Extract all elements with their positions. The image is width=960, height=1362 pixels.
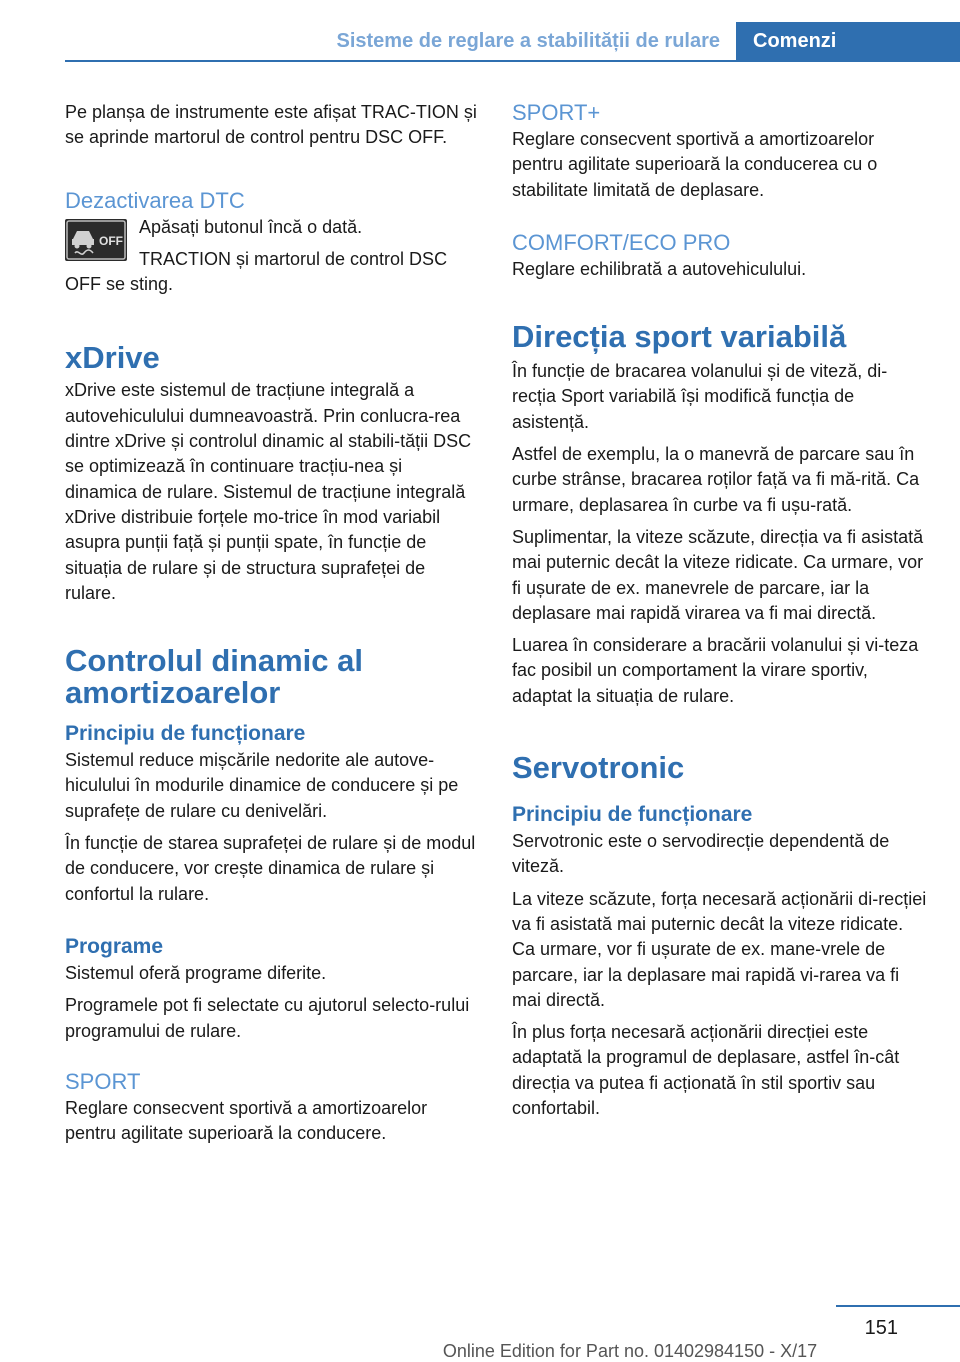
page-number: 151	[864, 1317, 898, 1339]
paragraph-servo-1: Servotronic este o servodirecție dependentă de viteză.	[512, 831, 890, 877]
paragraph-dtc-press: Apăsați butonul încă o dată.	[139, 216, 363, 237]
paragraph-servo-3: În plus forța necesară acționării direcției este adaptată la programul de deplasare, astfel în‐cât direcția va putea fi acționată în stil sportiv sau confortabil.	[512, 1022, 900, 1119]
paragraph-principle-1: Sistemul reduce mișcările nedorite ale autove‐hiculului în modurile dinamice de conducere și pe suprafețe de rulare cu denivelări.	[65, 750, 459, 821]
heading-sport: SPORT	[65, 1068, 141, 1094]
heading-operating-principle: Principiu de funcționare	[65, 722, 306, 746]
dsc-off-button-icon	[65, 219, 127, 261]
heading-variable-sport-steering: Direcția sport variabilă	[512, 319, 847, 355]
paragraph-steering-4: Luarea în considerare a bracării volanului și vi‐teza fac posibil un comportament la virare sportiv, adaptat la situația de rulare.	[512, 635, 919, 706]
paragraph-programs-2: Programele pot fi selectate cu ajutorul selecto‐rului programului de rulare.	[65, 995, 470, 1041]
paragraph-intro: Pe planșa de instrumente este afișat TRAC‐TION și se aprinde martorul de control pentru DSC OFF.	[65, 102, 477, 148]
paragraph-comfort: Reglare echilibrată a autovehiculului.	[512, 258, 807, 279]
paragraph-sport-plus: Reglare consecvent sportivă a amortizoarelor pentru agilitate superioară la conducerea cu o stabilitate limitată de deplasare.	[512, 129, 878, 200]
paragraph-xdrive: xDrive este sistemul de tracțiune integrală a autovehiculului dumneavoastră. Prin conlucra‐rea dintre xDrive și controlul dinamic al stabili‐tății DSC se optimizează în continuare tracțiu‐nea și dinamica de rulare. Sistemul de tracțiune integrală xDrive distribuie forțele mo‐trice în mod variabil asupra punții față și punții spate, în funcție de situația de rulare și de structura suprafeței de rulare.	[65, 380, 472, 603]
heading-sport-plus: SPORT+	[512, 100, 601, 125]
paragraph-programs-1: Sistemul oferă programe diferite.	[65, 962, 327, 983]
heading-dtc-off: Dezactivarea DTC	[65, 187, 245, 213]
page-number-rule	[836, 1305, 960, 1307]
heading-dynamic-damper-control: Controlul dinamic al amortizoarelor	[65, 643, 363, 711]
right-column	[512, 100, 928, 1128]
heading-programs: Programe	[65, 934, 164, 958]
heading-servotronic-principle: Principiu de funcționare	[512, 803, 753, 827]
header-chapter-tab: Comenzi	[736, 22, 960, 62]
header-section-title: Sisteme de reglare a stabilității de rulare	[336, 30, 720, 52]
left-column	[65, 100, 477, 1153]
footer-edition-text: Online Edition for Part no. 01402984150 - X/17	[442, 1341, 818, 1361]
paragraph-steering-1: În funcție de bracarea volanului și de viteză, di‐recția Sport variabilă își modifică funcția de asistență.	[512, 361, 888, 432]
dtc-off-block	[65, 215, 477, 298]
paragraph-steering-2: Astfel de exemplu, la o manevră de parcare sau în curbe strânse, bracarea roților față va fi mă‐rită. Ca urmare, deplasarea în curbe va fi ușu‐rată.	[512, 444, 920, 515]
paragraph-principle-2: În funcție de starea suprafeței de rulare și de modul de conducere, vor crește dinamica de rulare și confortul la rulare.	[65, 833, 476, 904]
paragraph-servo-2: La viteze scăzute, forța necesară acționării di‐recției va fi asistată mai puternic decât la viteze ridicate. Ca urmare, vor fi ușurate de ex. mane‐vrele de parcare, iar la deplasare mai rapidă vi‐rarea va fi mai directă.	[512, 888, 927, 1010]
heading-comfort-eco-pro: COMFORT/ECO PRO	[512, 229, 731, 255]
dsc-off-icon-label: OFF	[99, 233, 123, 248]
heading-xdrive: xDrive	[65, 340, 160, 376]
paragraph-dtc-off: TRACTION și martorul de control DSC OFF se sting.	[65, 248, 448, 295]
paragraph-sport: Reglare consecvent sportivă a amortizoarelor pentru agilitate superioară la conducere.	[65, 1097, 428, 1144]
paragraph-steering-3: Suplimentar, la viteze scăzute, direcția va fi asistată mai puternic decât la viteze ridicate. Ca urmare, vor fi ușurate de ex. manevrele de parcare, iar la deplasare mai rapidă virarea va fi mai directă.	[512, 526, 924, 623]
heading-servotronic: Servotronic	[512, 750, 685, 786]
